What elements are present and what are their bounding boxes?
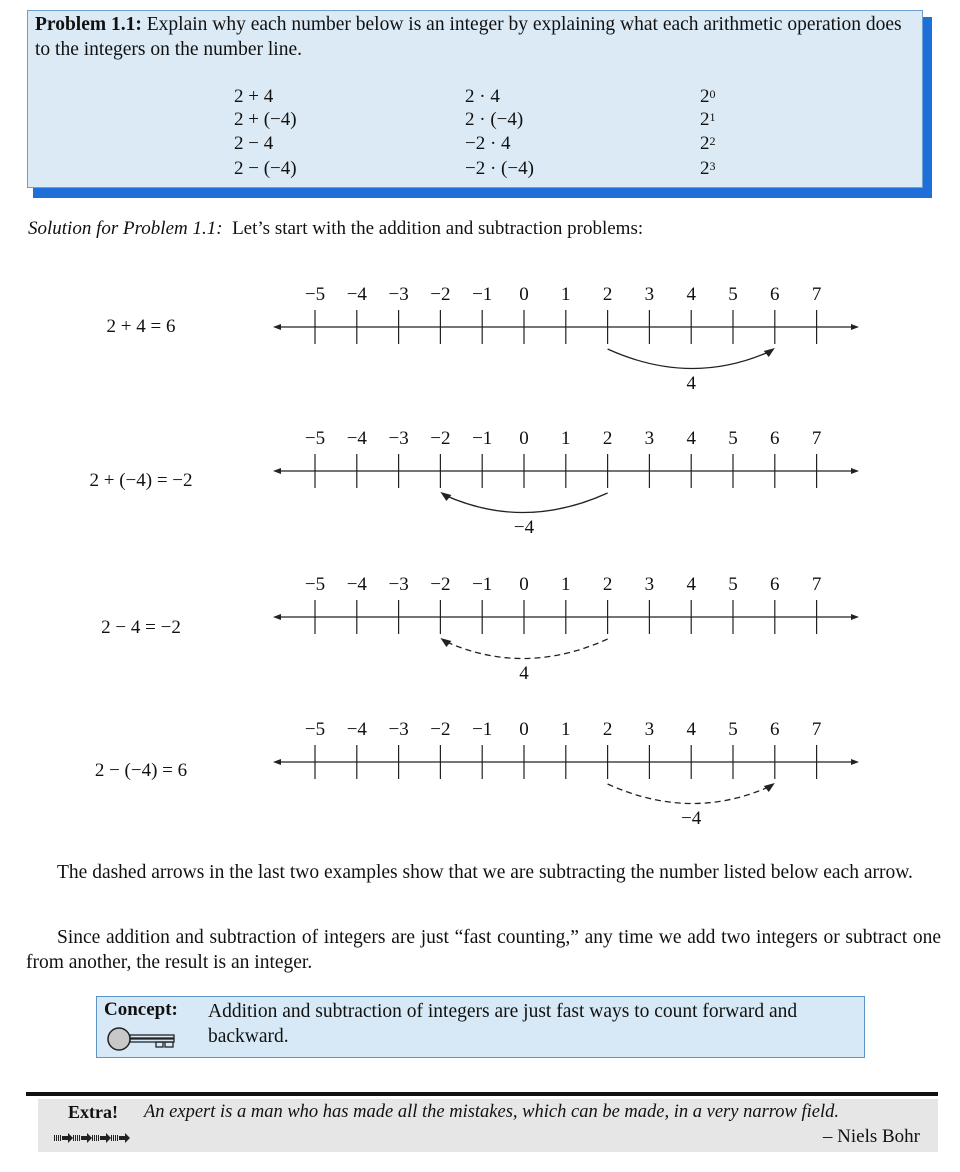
- expression: −2 · (−4): [465, 158, 534, 179]
- tick-label: −1: [472, 428, 493, 449]
- paragraph: Since addition and subtraction of integers are just “fast counting,” any time we add two integers or subtract one from another, the result is an integer.: [26, 927, 941, 973]
- tick-label: 5: [728, 284, 738, 305]
- tick-label: −4: [346, 428, 367, 449]
- tick-label: 2: [602, 719, 613, 740]
- arc-arrow: [444, 493, 607, 513]
- tick-label: 2: [602, 574, 613, 595]
- arc-label: −4: [681, 808, 702, 829]
- tick-label: 0: [519, 574, 529, 595]
- tick-label: 5: [728, 719, 738, 740]
- expression: 2 − 4: [234, 133, 274, 154]
- tick-label: 0: [519, 719, 529, 740]
- axis-arrow-left: [273, 468, 281, 474]
- arrowhead: [764, 783, 775, 792]
- tick-label: −1: [472, 719, 493, 740]
- expression: 2 + 4: [234, 86, 274, 107]
- tick-label: 3: [644, 428, 655, 449]
- equation-label: 2 − 4 = −2: [101, 617, 181, 638]
- tick-label: 7: [811, 719, 822, 740]
- arrowhead: [764, 348, 775, 357]
- tick-label: 4: [686, 719, 696, 740]
- tick-label: −4: [346, 719, 367, 740]
- tick-label: −1: [472, 574, 493, 595]
- tick-label: −4: [346, 574, 367, 595]
- extra-divider: [26, 1092, 938, 1096]
- tick-label: −3: [388, 284, 409, 305]
- tick-label: 3: [644, 719, 655, 740]
- arrowhead: [440, 492, 451, 501]
- expression: −2 · 4: [465, 133, 511, 154]
- axis-arrow-right: [851, 614, 859, 620]
- tick-label: 1: [561, 284, 571, 305]
- tick-label: −5: [304, 284, 326, 305]
- tick-label: 2: [602, 284, 613, 305]
- extra-title: Extra!: [68, 1102, 118, 1122]
- tick-label: 7: [811, 284, 822, 305]
- tick-label: 1: [561, 719, 571, 740]
- tick-label: −3: [388, 719, 409, 740]
- tick-label: 7: [811, 574, 822, 595]
- extra-author: – Niels Bohr: [822, 1126, 920, 1147]
- tick-label: −3: [388, 428, 409, 449]
- power-expression: $2^0$: [700, 86, 716, 107]
- power-expression: $2^3$: [700, 158, 716, 179]
- equation-label: 2 + (−4) = −2: [89, 470, 193, 491]
- paragraph: The dashed arrows in the last two examples show that we are subtracting the number listed below each arrow.: [57, 862, 913, 883]
- tick-label: −4: [346, 284, 367, 305]
- power-expression: $2^1$: [700, 109, 716, 130]
- problem-prompt: Explain why each number below is an integer by explaining what each arithmetic operation does to the integers on the number line.: [35, 14, 902, 60]
- tick-label: −2: [430, 719, 451, 740]
- axis-arrow-right: [851, 468, 859, 474]
- power-expression: $2^2$: [700, 133, 716, 154]
- arc-label: 4: [686, 373, 696, 394]
- tick-label: 6: [770, 284, 780, 305]
- axis-arrow-left: [273, 614, 281, 620]
- expression: 2 − (−4): [234, 158, 297, 179]
- tick-label: 4: [686, 574, 696, 595]
- concept-text: Addition and subtraction of integers are just fast ways to count forward and backward.: [208, 1001, 798, 1047]
- tick-label: −2: [430, 284, 451, 305]
- problem-heading: Problem 1.1:: [35, 14, 142, 35]
- arc-label: −4: [513, 517, 535, 538]
- tick-label: −5: [304, 428, 326, 449]
- tick-label: 4: [686, 284, 696, 305]
- axis-arrow-right: [851, 759, 859, 765]
- equation-label: 2 − (−4) = 6: [94, 760, 188, 781]
- axis-arrow-right: [851, 324, 859, 330]
- dashed-arc-arrow: [608, 784, 771, 804]
- tick-label: −5: [304, 574, 326, 595]
- key-icon: [106, 1026, 178, 1052]
- arrowhead: [440, 638, 451, 647]
- tick-label: 6: [770, 574, 780, 595]
- arc-label: 4: [519, 663, 529, 684]
- solution-intro: Let’s start with the addition and subtraction problems:: [232, 218, 644, 239]
- tick-label: 5: [728, 428, 738, 449]
- expression: 2 + (−4): [234, 109, 297, 130]
- tick-label: 2: [602, 428, 613, 449]
- tick-label: −2: [430, 428, 451, 449]
- tick-label: −5: [304, 719, 326, 740]
- tick-label: 3: [644, 574, 655, 595]
- tick-label: −1: [472, 284, 493, 305]
- axis-arrow-left: [273, 324, 281, 330]
- expression: 2 · (−4): [465, 109, 524, 130]
- tick-label: 3: [644, 284, 655, 305]
- solution-title: Solution for Problem 1.1:: [28, 218, 223, 239]
- tick-label: −2: [430, 574, 451, 595]
- tick-label: 0: [519, 428, 529, 449]
- axis-arrow-left: [273, 759, 281, 765]
- arc-arrow: [608, 349, 771, 369]
- tick-label: 6: [770, 719, 780, 740]
- tick-label: 0: [519, 284, 529, 305]
- tick-label: −3: [388, 574, 409, 595]
- dashed-arc-arrow: [444, 639, 607, 659]
- tick-label: 7: [811, 428, 822, 449]
- extra-quote: An expert is a man who has made all the mistakes, which can be made, in a very narrow field.: [144, 1102, 840, 1122]
- tick-label: 5: [728, 574, 738, 595]
- arrows-icon: [54, 1133, 134, 1143]
- equation-label: 2 + 4 = 6: [106, 316, 176, 337]
- tick-label: 1: [561, 574, 571, 595]
- concept-title: Concept:: [104, 999, 178, 1020]
- tick-label: 4: [686, 428, 696, 449]
- tick-label: 6: [770, 428, 780, 449]
- tick-label: 1: [561, 428, 571, 449]
- expression: 2 · 4: [465, 86, 500, 107]
